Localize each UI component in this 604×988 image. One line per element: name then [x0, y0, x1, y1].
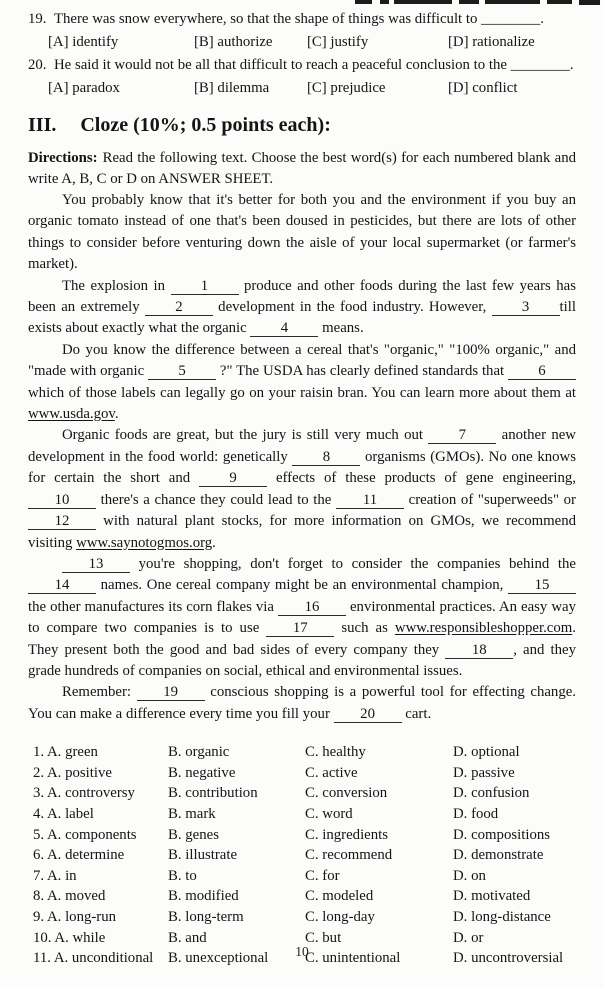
- option-cell-b: B. genes: [168, 826, 219, 843]
- option-cell-c: C. unintentional: [305, 950, 401, 967]
- cloze-text: conscious shopping is a powerful tool for effecting change. You can make a difference every time you fill your: [28, 684, 576, 722]
- option-cell-c: C. healthy: [305, 744, 366, 761]
- option-cell-d: D. confusion: [453, 785, 530, 802]
- cloze-text: with natural plant stocks, for more information on GMOs, we recommend visiting: [28, 513, 576, 551]
- directions: [28, 148, 576, 190]
- scan-artifact: [579, 0, 600, 5]
- scan-artifact: [355, 0, 372, 4]
- cloze-blank-19: 19: [137, 685, 205, 701]
- option-cell-a: 11. A. unconditional: [33, 950, 154, 967]
- option-cell-b: B. negative: [168, 764, 236, 781]
- options-row-1: [33, 742, 576, 763]
- url-text: www.saynotogmos.org: [76, 534, 213, 551]
- cloze-text: cart.: [401, 705, 432, 722]
- cloze-paragraph: [28, 682, 576, 725]
- option-cell-b: B. unexceptional: [168, 950, 269, 967]
- cloze-blank-17: 17: [266, 621, 334, 637]
- scan-artifact: [459, 0, 479, 4]
- option-cell-a: 5. A. components: [33, 826, 137, 843]
- cloze-text: produce and other foods during the last few years has been an extremely: [28, 277, 576, 316]
- cloze-text: till exists about exactly what the organic: [28, 299, 576, 337]
- section-heading: [28, 112, 576, 138]
- cloze-blank-6: 6: [508, 364, 576, 380]
- section-title: Cloze (10%; 0.5 points each):: [80, 114, 331, 136]
- option-b: [B] authorize: [194, 34, 273, 50]
- cloze-blank-16: 16: [278, 600, 346, 616]
- cloze-blank-7: 7: [428, 428, 496, 444]
- cloze-text: environmental practices. An easy way to compare two companies is to use: [28, 598, 576, 637]
- question-number: 19.: [28, 11, 47, 27]
- cloze-blank-15: 15: [508, 578, 576, 594]
- cloze-text: creation of "superweeds" or: [404, 491, 576, 508]
- option-cell-c: C. recommend: [305, 847, 393, 864]
- option-cell-b: B. illustrate: [168, 847, 238, 864]
- cloze-text: Remember:: [62, 684, 137, 701]
- scan-artifact: [394, 0, 452, 4]
- scan-artifact: [380, 0, 389, 4]
- directions-text: Read the following text. Choose the best word(s) for each numbered blank and write A, B, C or D on ANSWER SHEET.: [28, 150, 576, 187]
- option-cell-a: 4. A. label: [33, 805, 94, 822]
- question-stem: There was snow everywhere, so that the shape of things was difficult to ________.: [54, 11, 544, 27]
- cloze-paragraph: [28, 425, 576, 553]
- cloze-paragraph: [28, 276, 576, 340]
- question-number: 20.: [28, 57, 47, 73]
- scan-artifact: [485, 0, 540, 4]
- option-cell-c: C. long-day: [305, 908, 375, 925]
- cloze-blank-5: 5: [148, 364, 216, 380]
- option-d: [D] conflict: [448, 80, 518, 96]
- cloze-text: Organic foods are great, but the jury is still very much out: [62, 427, 429, 444]
- option-cell-b: B. modified: [168, 888, 239, 905]
- option-a: [A] paradox: [48, 80, 120, 96]
- cloze-blank-2: 2: [145, 300, 213, 316]
- options-row-8: [33, 886, 576, 907]
- option-cell-a: 2. A. positive: [33, 764, 112, 781]
- option-cell-c: C. conversion: [305, 785, 388, 802]
- option-a: [A] identify: [48, 34, 119, 50]
- option-b: [B] dilemma: [194, 80, 270, 96]
- options-row-6: [33, 845, 576, 866]
- cloze-text: organisms (GMOs). No one knows for certain the short and: [28, 448, 576, 487]
- option-cell-a: 1. A. green: [33, 744, 98, 761]
- url-text: www.usda.gov: [28, 406, 115, 423]
- cloze-blank-18: 18: [445, 643, 513, 659]
- cloze-blank-13: 13: [62, 557, 130, 573]
- option-cell-d: D. or: [453, 929, 484, 946]
- option-cell-d: D. food: [453, 805, 499, 822]
- question-20: [28, 54, 576, 100]
- option-cell-b: B. contribution: [168, 785, 258, 802]
- option-cell-d: D. uncontroversial: [453, 950, 564, 967]
- cloze-blank-9: 9: [199, 471, 267, 487]
- options-row-9: [33, 907, 576, 928]
- options-row-5: [33, 825, 576, 846]
- option-cell-d: D. long-distance: [453, 908, 551, 925]
- option-cell-a: 10. A. while: [33, 929, 106, 946]
- options-row-3: [33, 783, 576, 804]
- cloze-text: development in the food industry. However,: [212, 299, 492, 316]
- cloze-options-table: [28, 742, 576, 969]
- cloze-text: .: [114, 406, 119, 423]
- cloze-blank-3: 3: [492, 300, 560, 316]
- cloze-passage: [28, 190, 576, 725]
- scan-artifact: [547, 0, 572, 4]
- option-c: [C] prejudice: [307, 80, 386, 96]
- option-cell-c: C. modeled: [305, 888, 374, 905]
- option-cell-a: 9. A. long-run: [33, 908, 117, 925]
- cloze-text: .: [212, 534, 216, 551]
- section-numeral: III.: [28, 114, 57, 136]
- cloze-blank-4: 4: [250, 321, 318, 337]
- option-cell-b: B. to: [168, 867, 197, 884]
- options-row-7: [33, 866, 576, 887]
- cloze-text: effects of these products of gene engineering,: [267, 470, 576, 487]
- cloze-text: Do you know the difference between a cereal that's "organic," "100% organic," and "made with organic: [28, 341, 576, 380]
- option-cell-d: D. compositions: [453, 826, 551, 843]
- option-cell-a: 3. A. controversy: [33, 785, 135, 802]
- option-cell-d: D. optional: [453, 744, 520, 761]
- cloze-text: you're shopping, don't forget to consider the companies behind the: [130, 555, 576, 572]
- url-text: www.responsibleshopper.com: [394, 620, 573, 637]
- option-cell-c: C. active: [305, 764, 358, 781]
- cloze-text: names. One cereal company might be an environmental champion,: [96, 577, 508, 594]
- cloze-text: ?" The USDA has clearly defined standards that: [216, 363, 508, 380]
- question-stem: He said it would not be all that difficult to reach a peaceful conclusion to the ________.: [54, 57, 574, 73]
- option-cell-b: B. organic: [168, 744, 230, 761]
- cloze-paragraph: [28, 340, 576, 426]
- cloze-text: such as: [334, 620, 395, 637]
- cloze-blank-12: 12: [28, 514, 96, 530]
- cloze-text: , and they grade hundreds of companies on social, ethical and environmental issues.: [28, 641, 576, 679]
- cloze-paragraph: [28, 554, 576, 682]
- cloze-paragraph: [28, 190, 576, 276]
- question-19: [28, 8, 576, 54]
- option-cell-d: D. passive: [453, 764, 515, 781]
- cloze-blank-20: 20: [334, 707, 402, 723]
- option-cell-a: 7. A. in: [33, 867, 77, 884]
- option-cell-c: C. word: [305, 805, 353, 822]
- page-number: 10: [295, 944, 309, 959]
- option-cell-d: D. on: [453, 867, 486, 884]
- cloze-text: The explosion in: [62, 277, 171, 294]
- cloze-text: the other manufactures its corn flakes via: [28, 598, 278, 615]
- cloze-text: You probably know that it's better for both you and the environment if you buy an organic tomato instead of one that's been doused in pesticides, but there are lots of other things to consider before venturing down the aisle of your local supermarket (or farmer's market).: [28, 192, 576, 273]
- option-cell-c: C. for: [305, 867, 340, 884]
- option-cell-a: 6. A. determine: [33, 847, 125, 864]
- cloze-blank-10: 10: [28, 493, 96, 509]
- option-c: [C] justify: [307, 34, 369, 50]
- option-cell-c: C. but: [305, 929, 342, 946]
- cloze-text: . They present both the good and bad sides of every company they: [28, 620, 576, 658]
- option-cell-b: B. mark: [168, 805, 216, 822]
- cloze-blank-1: 1: [171, 279, 239, 295]
- option-cell-b: B. long-term: [168, 908, 244, 925]
- option-cell-b: B. and: [168, 929, 207, 946]
- option-d: [D] rationalize: [448, 34, 535, 50]
- options-row-2: [33, 763, 576, 784]
- cloze-text: which of those labels can legally go on your raisin bran. You can learn more about them at: [28, 384, 576, 401]
- cloze-blank-11: 11: [336, 493, 404, 509]
- option-cell-d: D. demonstrate: [453, 847, 544, 864]
- cloze-text: there's a chance they could lead to the: [96, 491, 336, 508]
- cloze-blank-14: 14: [28, 578, 96, 594]
- option-cell-a: 8. A. moved: [33, 888, 106, 905]
- cloze-text: another new development in the food world: genetically: [28, 427, 576, 465]
- options-row-4: [33, 804, 576, 825]
- cloze-text: means.: [318, 320, 364, 337]
- directions-label: Directions:: [28, 150, 98, 166]
- option-cell-c: C. ingredients: [305, 826, 389, 843]
- cloze-blank-8: 8: [292, 450, 360, 466]
- option-cell-d: D. motivated: [453, 888, 531, 905]
